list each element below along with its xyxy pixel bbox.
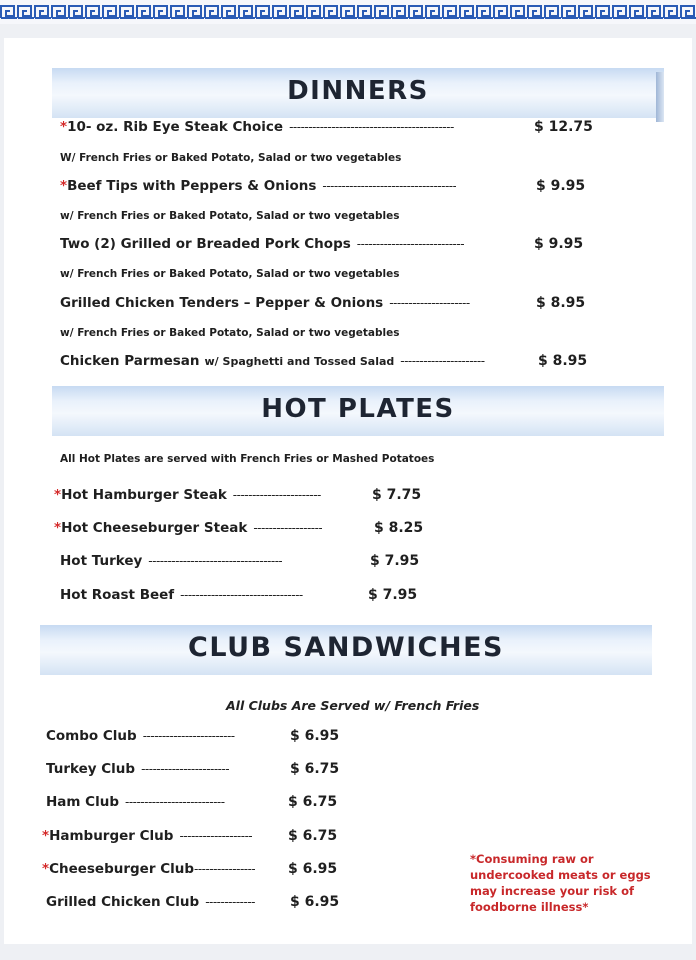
disclaimer-line: foodborne illness* [470, 900, 589, 914]
item-price: $ 8.95 [538, 353, 588, 369]
item-price: $ 8.25 [374, 520, 424, 536]
club-item [46, 894, 286, 910]
item-name: Grilled Chicken Club [46, 894, 200, 910]
dot-leader: ----------------------------------- [322, 179, 457, 193]
item-name: Cheeseburger Club [49, 861, 195, 877]
item-price: $ 7.95 [368, 587, 418, 603]
hot-plate-item [60, 553, 360, 569]
hot-plate-item [54, 520, 364, 536]
item-name: Hot Hamburger Steak [61, 487, 227, 503]
item-name: Beef Tips with Peppers & Onions [67, 178, 317, 194]
item-price: $ 7.75 [372, 487, 422, 503]
item-price: $ 6.75 [290, 761, 340, 777]
item-name: Hamburger Club [49, 828, 174, 844]
club-item [42, 861, 286, 877]
dot-leader: ---------------------- [400, 354, 485, 368]
star-marker: * [54, 520, 62, 536]
dot-leader: ------------- [205, 895, 255, 909]
dot-leader: ------------------- [179, 829, 253, 843]
dot-leader: ----------------------- [141, 762, 230, 776]
dot-leader: --------------------- [389, 296, 470, 310]
club-sandwiches-title: CLUB SANDWICHES [188, 632, 504, 663]
greek-key-border [0, 0, 696, 24]
club-item [46, 728, 282, 744]
dot-leader: ----------------------- [232, 488, 321, 502]
club-item [46, 794, 280, 810]
item-price: $ 9.95 [536, 178, 586, 194]
item-name: Hot Roast Beef [60, 587, 175, 603]
dot-leader: -------------------------- [124, 795, 225, 809]
star-marker: * [60, 178, 68, 194]
dot-leader: ------------------------------------------- [289, 120, 454, 134]
item-price: $ 12.75 [534, 119, 593, 135]
item-name: Ham Club [46, 794, 119, 810]
item-note: w/ French Fries or Baked Potato, Salad or two vegetables [60, 210, 400, 222]
hot-plate-item [54, 487, 364, 503]
dot-leader: ------------------ [253, 521, 323, 535]
dot-leader: -------------------------------- [180, 588, 303, 602]
star-marker: * [42, 828, 50, 844]
item-price: $ 8.95 [536, 295, 586, 311]
dot-leader: ---------------------------- [356, 237, 465, 251]
item-price: $ 6.75 [288, 794, 338, 810]
disclaimer-line: undercooked meats or eggs [470, 868, 651, 882]
item-price: $ 7.95 [370, 553, 420, 569]
foodborne-disclaimer [470, 851, 651, 915]
clubs-intro: All Clubs Are Served w/ French Fries [226, 698, 480, 713]
hot-plate-item [60, 587, 362, 603]
item-note: w/ French Fries or Baked Potato, Salad or two vegetables [60, 327, 400, 339]
hot-plates-title: HOT PLATES [261, 394, 455, 424]
item-name: Hot Cheeseburger Steak [61, 520, 248, 536]
dinners-title: DINNERS [287, 76, 429, 106]
star-marker: * [60, 119, 68, 135]
item-name: Combo Club [46, 728, 137, 744]
hot-plates-intro: All Hot Plates are served with French Fries or Mashed Potatoes [60, 453, 435, 465]
club-item [46, 761, 276, 777]
dinner-item [60, 353, 508, 369]
item-name: Grilled Chicken Tenders – Pepper & Onions [60, 295, 384, 311]
star-marker: * [42, 861, 50, 877]
dot-leader: ----------------------------------- [148, 554, 283, 568]
star-marker: * [54, 487, 62, 503]
item-name: Hot Turkey [60, 553, 143, 569]
dot-leader: ---------------- [194, 862, 256, 876]
dinner-item [60, 236, 510, 252]
item-price: $ 6.75 [288, 828, 338, 844]
item-note: W/ French Fries or Baked Potato, Salad or two vegetables [60, 152, 402, 164]
item-note: w/ French Fries or Baked Potato, Salad or two vegetables [60, 268, 400, 280]
dot-leader: ------------------------ [142, 729, 235, 743]
disclaimer-line: may increase your risk of [470, 884, 634, 898]
item-price: $ 6.95 [288, 861, 338, 877]
item-name: 10- oz. Rib Eye Steak Choice [67, 119, 284, 135]
item-price: $ 6.95 [290, 894, 340, 910]
item-price: $ 6.95 [290, 728, 340, 744]
disclaimer-line: *Consuming raw or [470, 852, 594, 866]
dinner-item [60, 178, 516, 194]
dinner-item [60, 119, 516, 135]
dinner-item [60, 295, 510, 311]
item-name: Two (2) Grilled or Breaded Pork Chops [60, 236, 351, 252]
item-extra: w/ Spaghetti and Tossed Salad [204, 354, 395, 368]
item-name: Chicken Parmesan [60, 353, 200, 369]
item-price: $ 9.95 [534, 236, 584, 252]
club-item [42, 828, 286, 844]
item-name: Turkey Club [46, 761, 136, 777]
